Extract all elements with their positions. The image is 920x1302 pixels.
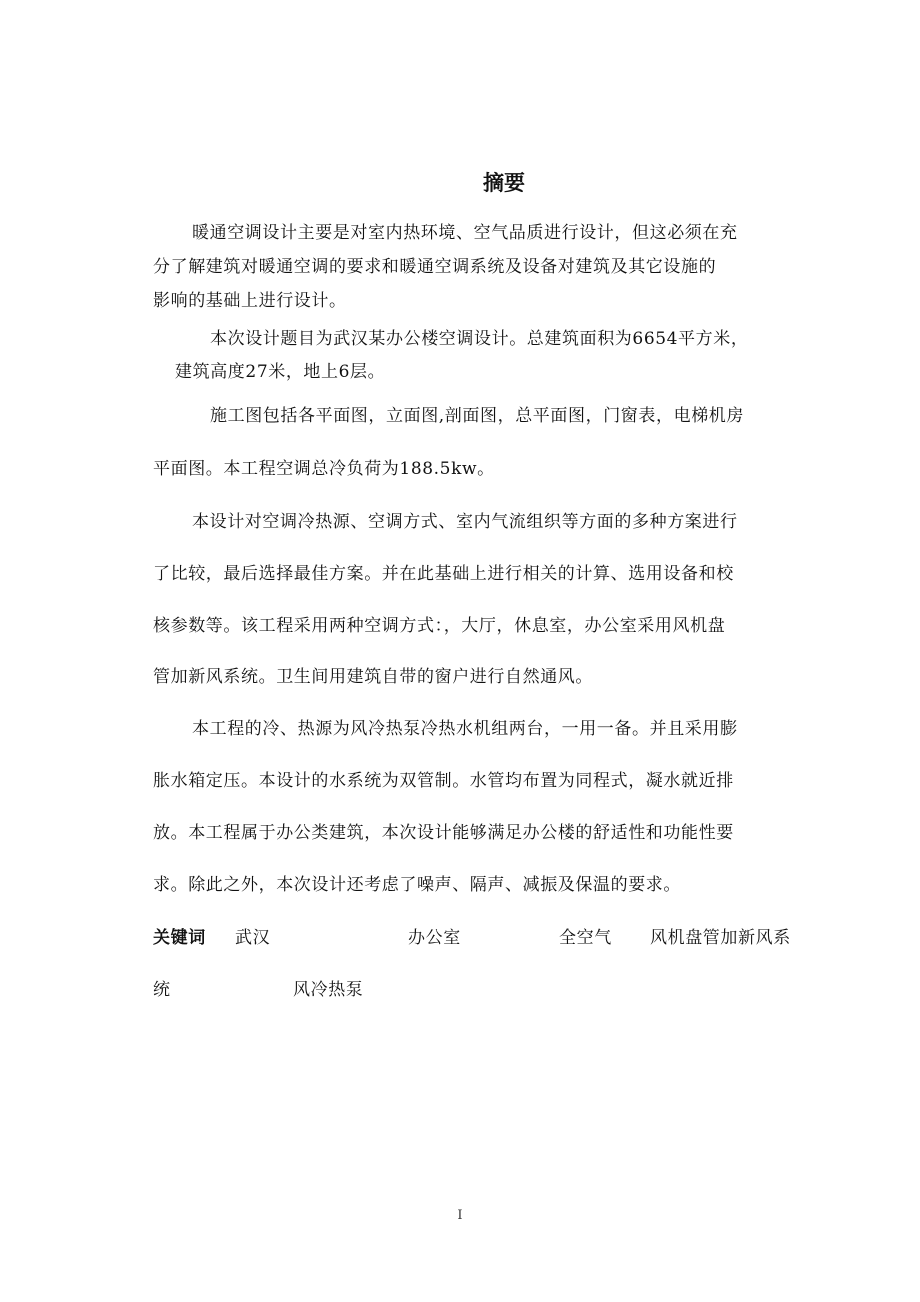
paragraph-3-line-1: 施工图包括各平面图，立面图,剖面图，总平面图，门窗表，电梯机房 (210, 406, 745, 426)
paragraph-5-line-4: 求。除此之外，本次设计还考虑了噪声、隔声、减振及保温的要求。 (153, 875, 681, 895)
paragraph-1-line-3: 影响的基础上进行设计。 (153, 291, 347, 311)
keyword-item: 风冷热泵 (293, 980, 364, 1000)
keyword-item: 风机盘管加新风系 (650, 928, 791, 948)
abstract-title: 摘要 (483, 171, 525, 195)
keyword-item: 武汉 (235, 928, 271, 948)
paragraph-5-line-3: 放。本工程属于办公类建筑，本次设计能够满足办公楼的舒适性和功能性要 (153, 823, 734, 843)
keyword-item: 全空气 (559, 928, 612, 948)
keyword-item: 统 (153, 980, 171, 1000)
keywords-label: 关键词 (153, 928, 206, 948)
paragraph-3-line-2: 平面图。本工程空调总冷负荷为188.5kw。 (153, 459, 495, 479)
paragraph-5-line-2: 胀水箱定压。本设计的水系统为双管制。水管均布置为同程式，凝水就近排 (153, 771, 734, 791)
paragraph-2-line-1: 本次设计题目为武汉某办公楼空调设计。总建筑面积为6654平方米， (210, 329, 749, 349)
paragraph-4-line-4: 管加新风系统。卫生间用建筑自带的窗户进行自然通风。 (153, 667, 593, 687)
paragraph-1-line-2: 分了解建筑对暖通空调的要求和暖通空调系统及设备对建筑及其它设施的 (153, 257, 717, 277)
paragraph-1-line-1: 暖通空调设计主要是对室内热环境、空气品质进行设计，但这必须在充 (192, 223, 738, 243)
paragraph-4-line-3: 核参数等。该工程采用两种空调方式：，大厅，休息室，办公室采用风机盘 (153, 616, 726, 636)
paragraph-4-line-1: 本设计对空调冷热源、空调方式、室内气流组织等方面的多种方案进行 (192, 512, 738, 532)
paragraph-5-line-1: 本工程的冷、热源为风冷热泵冷热水机组两台，一用一备。并且采用膨 (192, 719, 738, 739)
keyword-item: 办公室 (408, 928, 461, 948)
paragraph-2-line-2: 建筑高度27米，地上6层。 (175, 362, 386, 382)
paragraph-4-line-2: 了比较，最后选择最佳方案。并在此基础上进行相关的计算、选用设备和校 (153, 564, 734, 584)
page-number: I (457, 1208, 463, 1223)
